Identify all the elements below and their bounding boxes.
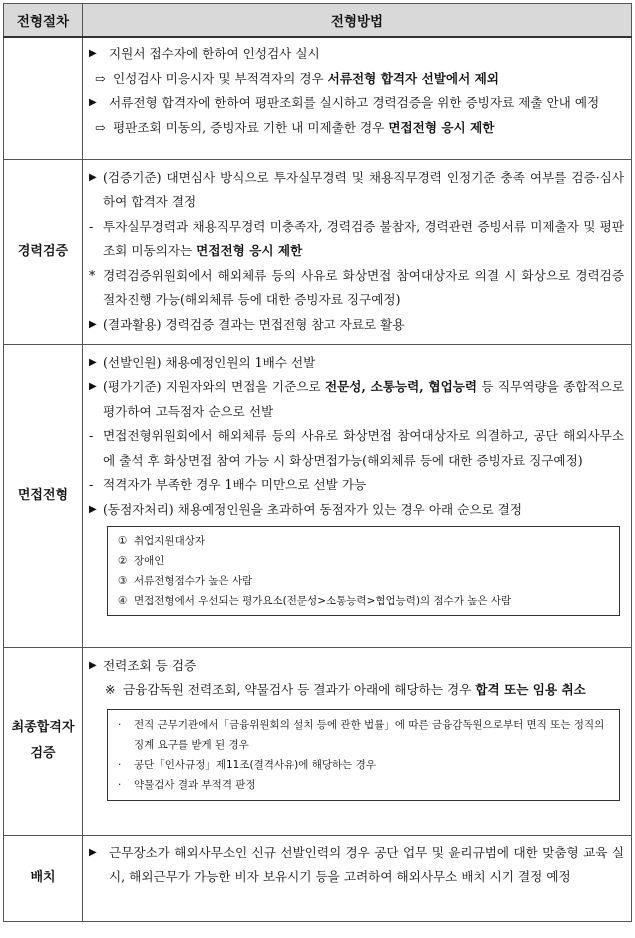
content-document-screening: ▶ 지원서 접수자에 한하여 인성검사 실시 ⇨ 인성검사 미응시자 및 부적격자의 경우 서류전형 합격자 선발에서 제외 ▶ 서류전형 합격자에 한하여 평판조회를 실시하고 경력검증을 위한 증빙자료 제출 안내 예정 ⇨ 평판조회 미동의, 증빙자료 기한 내 미제출한 경우 면접전형 응시 제한: [83, 37, 632, 159]
triangle-icon: ▶: [89, 48, 97, 59]
dash-icon: -: [89, 477, 94, 492]
content-placement: ▶ 근무장소가 해외사무소인 신규 선발인력의 경우 공단 업무 및 윤리규범에 대한 맞춤형 교육 실시, 해외근무가 가능한 비자 보유시기 등을 고려하여 해외사무소 배치 시기 결정 예정: [83, 835, 632, 921]
asterisk-icon: *: [89, 267, 96, 283]
list-item: ② 장애인: [118, 555, 165, 567]
row-final-verification: [4, 647, 632, 835]
arrow-icon: ⇨: [95, 119, 106, 135]
row-placement: [4, 835, 632, 921]
label-document-screening: [4, 37, 83, 159]
reference-mark-icon: ※: [105, 682, 116, 697]
label-interview: 면접전형: [4, 344, 83, 647]
row-career-verification: [4, 159, 632, 344]
content-final-verification: ▶ 전력조회 등 검증 ※ 금융감독원 전력조회, 약물검사 등 결과가 아래에 해당하는 경우 합격 또는 임용 취소 · 전직 근무기관에서「금융위원회의 설치 등에 관한 법률」에 따른 금융감독원으로부터 면직 또는 정직의 징계 요구를 받게 된 경우 · 공단「인사규정」제11조(결격사유)에 해당하는 경우 · 약물검사 결과 부적격 판정: [83, 647, 632, 835]
row-document-screening: [4, 37, 632, 159]
screening-table: [3, 3, 632, 922]
triangle-icon: ▶: [89, 356, 97, 368]
dash-icon: -: [89, 428, 94, 443]
list-item: ③ 서류전형점수가 높은 사람: [118, 575, 253, 587]
disqualification-box: [107, 709, 620, 801]
row-interview: [4, 344, 632, 647]
label-placement: 배치: [4, 835, 83, 921]
content-career-verification: ▶ (검증기준) 대면심사 방식으로 투자실무경력 및 채용직무경력 인정기준 충족 여부를 검증·심사하여 합격자 결정 - 투자실무경력과 채용직무경력 미충족자, 경력검증 불참자, 경력관련 증빙서류 미제출자 및 평판조회 미동의자는 면접전형 응시 제한 * 경력검증위원회에서 해외체류 등의 사유로 화상면접 참여대상자로 의결 시 화상으로 경력검증 절차진행 가능(해외체류 등에 대한 증빙자료 징구예정) ▶ (결과활용) 경력검증 결과는 면접전형 참고 자료로 활용: [83, 159, 632, 344]
arrow-icon: ⇨: [95, 70, 106, 86]
list-item: · 약물검사 결과 부적격 판정: [118, 778, 256, 791]
label-career-verification: 경력검증: [4, 159, 83, 344]
tiebreak-order-box: [107, 526, 620, 616]
header-procedure: 전형절차: [4, 4, 83, 38]
dash-icon: -: [89, 218, 94, 234]
triangle-icon: ▶: [89, 171, 97, 183]
label-final-verification: 최종합격자 검증: [4, 647, 83, 835]
list-item: · 전직 근무기관에서「금융위원회의 설치 등에 관한 법률」에 따른 금융감독원으로부터 면직 또는 정직의 징계 요구를 받게 된 경우: [118, 718, 605, 751]
table-header-row: [4, 4, 632, 38]
content-interview: ▶ (선발인원) 채용예정인원의 1배수 선발 ▶ (평가기준) 지원자와의 면접을 기준으로 전문성, 소통능력, 협업능력 등 직무역량을 종합적으로 평가하여 고득점자 순으로 선발 - 면접전형위원회에서 해외체류 등의 사유로 화상면접 참여대상자로 의결하고, 공단 해외사무소에 출석 후 화상면접 참여 가능 시 화상면접가능(해외체류 등에 대한 증빙자료 징구예정) - 적격자가 부족한 경우 1배수 미만으로 선발 가능 ▶ (동점자처리) 채용예정인원을 초과하여 동점자가 있는 경우 아래 순으로 결정 ① 취업지원대상자 ② 장애인 ③ 서류전형점수가 높은 사람 ④ 면접전형에서 우선되는 평가요소(전문성>소통능력>협업능력)의 점수가 높은 사람: [83, 344, 632, 647]
triangle-icon: ▶: [89, 381, 97, 392]
triangle-icon: ▶: [89, 659, 97, 671]
list-item: ④ 면접전형에서 우선되는 평가요소(전문성>소통능력>협업능력)의 점수가 높은 사람: [118, 595, 512, 607]
triangle-icon: ▶: [89, 503, 97, 515]
list-item: ① 취업지원대상자: [118, 535, 206, 547]
header-method: 전형방법: [83, 4, 632, 38]
triangle-icon: ▶: [89, 318, 97, 330]
triangle-icon: ▶: [89, 846, 97, 858]
triangle-icon: ▶: [89, 97, 97, 108]
list-item: · 공단「인사규정」제11조(결격사유)에 해당하는 경우: [118, 758, 376, 771]
